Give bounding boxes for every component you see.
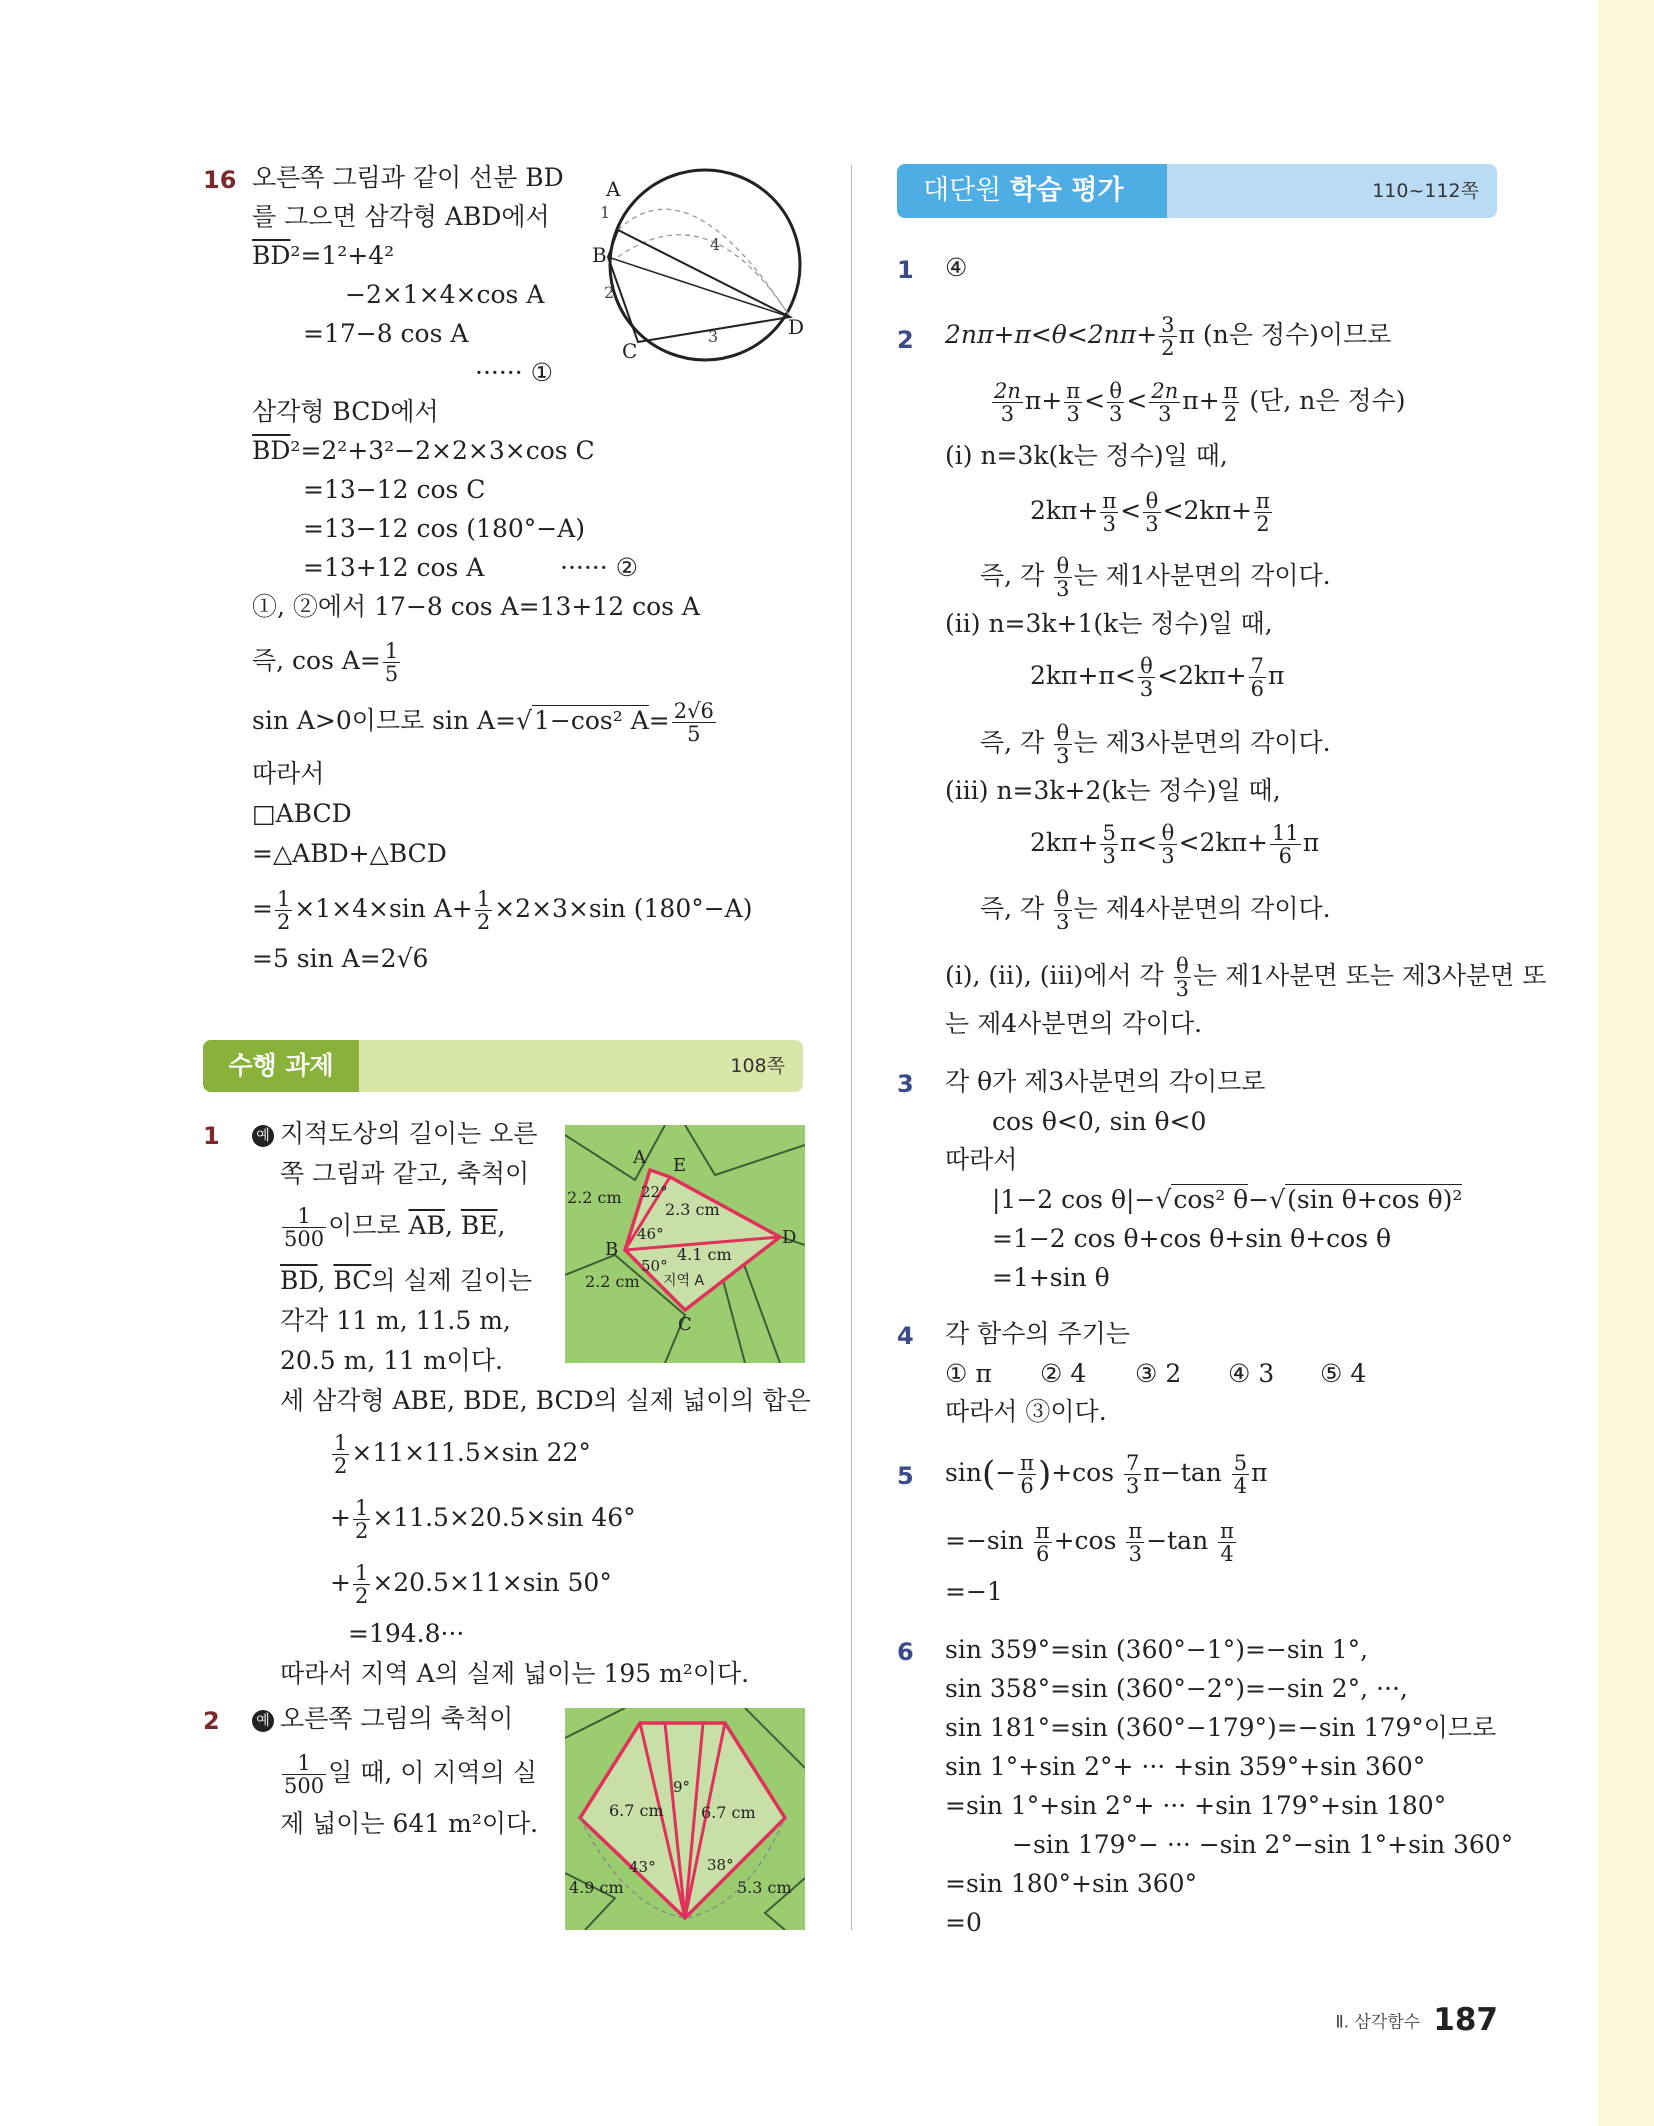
text-line: 세 삼각형 ABE, BDE, BCD의 실제 넓이의 합은 [280,1386,811,1415]
text-line: −sin 179°− ··· −sin 2°−sin 1°+sin 360° [1012,1830,1514,1859]
text-line: sin 358°=sin (360°−2°)=−sin 2°, ···, [945,1674,1408,1703]
text: +cos [1053,1526,1125,1556]
text-line: 20.5 m, 11 m이다. [280,1346,503,1375]
fraction [1107,380,1124,425]
angle-label: 50° [641,1257,668,1275]
denominator: 3 [1000,402,1015,427]
text-line: =194.8··· [348,1619,465,1648]
label-a: A [633,1147,646,1168]
diagonal-bd [608,257,790,317]
text-line [252,640,402,685]
text: + [330,1568,351,1598]
denominator: 2 [354,1519,369,1544]
angle-label: 22° [641,1183,668,1201]
text: 2kπ+ [1030,496,1099,526]
tag-part: 대단원 [923,175,1010,206]
problem-number: 1 [203,1122,220,1150]
numerator: 11 [1271,821,1299,845]
text-line [280,1267,532,1295]
text-line: =sin 180°+sin 360° [945,1869,1198,1898]
text-line: =13−12 cos (180°−A) [303,514,586,543]
label-c: C [622,339,638,363]
fraction [353,1562,370,1607]
text-line: sin 181°=sin (360°−179°)=−sin 179°이므로 [945,1713,1497,1742]
text-line [252,1120,537,1148]
text-line [1030,655,1284,700]
text: + [330,1503,351,1533]
numerator: π [1223,379,1238,403]
numerator: 2n [994,379,1021,403]
text-line: 따라서 [252,759,325,788]
text-line: 따라서 지역 A의 실제 넓이는 195 m²이다. [280,1659,750,1688]
denominator: 4 [1220,1542,1234,1567]
fraction [1222,380,1240,425]
text-line: =1+sin θ [992,1263,1110,1292]
denominator: 2 [276,910,291,935]
text-line: 따라서 ③이다. [945,1397,1107,1426]
length-label: 5.3 cm [737,1878,792,1897]
numerator: θ [1054,722,1071,745]
answer-number: 1 [897,256,914,284]
numerator: 7 [1250,654,1264,678]
numerator: 1 [334,1431,348,1455]
equation-tag: ······ ② [560,553,639,582]
fraction [1159,822,1176,867]
numerator: 5 [1102,821,1116,845]
text-line [252,1705,513,1733]
angle-label: 46° [637,1225,664,1243]
radicand: (sin θ+cos θ)² [1287,1185,1463,1214]
fraction [672,700,716,745]
text: 오른쪽 그림의 축척이 [280,1704,514,1733]
task-header-tag: 수행 과제 [203,1040,359,1092]
text: 일 때, 이 지역의 실 [328,1758,537,1788]
numerator: θ [1159,822,1176,845]
numerator: 1 [384,639,399,663]
length-label: 6.7 cm [701,1803,756,1822]
denominator: 2 [354,1584,369,1609]
side-ad [618,230,790,317]
length-label: 4.1 cm [677,1245,732,1264]
text: =−sin [945,1526,1032,1556]
fraction [1100,490,1118,535]
text-line: 각 θ가 제3사분면의 각이므로 [945,1067,1266,1096]
fraction [1034,1520,1052,1565]
text: ×2×3×sin (180°−A) [494,894,753,924]
text: π−tan [1143,1458,1230,1488]
fraction [1054,555,1071,600]
length-label: 1 [600,203,611,222]
fraction [353,1497,370,1542]
denominator: 2 [1223,402,1238,427]
text-line [980,888,1331,933]
denominator: 2 [334,1454,348,1479]
denominator: 3 [1158,402,1172,427]
text-line [1030,822,1319,867]
text-line: |1−2 cos θ|−√cos² θ−√(sin θ+cos θ)² [992,1185,1463,1214]
text-line [252,888,753,933]
label-d: D [782,1227,797,1248]
fraction [1149,380,1180,425]
task-header [203,1040,803,1092]
equation-tag: ······ ① [475,358,554,387]
text: 2kπ+π< [1030,661,1136,691]
numerator: 1 [282,1205,326,1228]
problem-number: 2 [203,1707,220,1735]
fraction [275,888,292,933]
answer-number: 3 [897,1070,914,1098]
text-line: ①, ②에서 17−8 cos A=13+12 cos A [252,592,700,621]
text-line: 는 제4사분면의 각이다. [945,1009,1203,1038]
fraction [1249,655,1266,700]
fraction [1159,314,1176,359]
denominator: 6 [1250,677,1264,702]
denominator: 2 [476,910,491,935]
denominator: 500 [284,1774,325,1799]
text: 2kπ+ [1030,828,1099,858]
text-line: sin(− $\frac{\pi}{6}$ )+cos $\frac{7}{3}$ π−tan $\frac{5}{4}$ π [945,1451,1268,1499]
numerator: π [1066,379,1081,403]
text-line: =1−2 cos θ+cos θ+sin θ+cos θ [992,1224,1392,1253]
text: 는 제4사분면의 각이다. [1073,894,1331,924]
text: 즉, 각 [980,728,1053,758]
denominator: 3 [1102,512,1117,537]
answer-number: 6 [897,1638,914,1666]
text-line: sin 1°+sin 2°+ ··· +sin 359°+sin 360° [945,1752,1426,1781]
text-line: =−1 [945,1577,1003,1606]
fraction [332,1432,349,1477]
fraction [282,1205,326,1250]
unit-review-page: 110~112쪽 [1372,180,1479,202]
text: < [1126,386,1148,416]
text-line: sin A>0이므로 sin A=√1−cos² A= $\frac{2√6}{5}$ [252,699,714,747]
fraction [1143,490,1160,535]
problem-number: 16 [203,166,237,194]
denominator: 3 [1175,977,1190,1002]
denominator: 3 [1102,844,1116,869]
fraction [475,888,492,933]
text-line [330,1562,612,1607]
answer-choice: ④ [945,253,968,282]
radicand: cos² θ [1173,1185,1249,1214]
text: <2kπ+ [1162,496,1252,526]
text: π+ [1182,386,1220,416]
length-label: 3 [708,327,719,346]
segment-bd: $\overline{BD}$ [280,1266,318,1295]
text-line: 따라서 [945,1145,1018,1174]
example-mark: 예 [252,1125,274,1147]
denominator: 3 [1056,577,1070,602]
numerator: 1 [276,887,291,911]
text: ×1×4×sin A+ [294,894,473,924]
denominator: 5 [687,722,701,747]
example-mark: 예 [252,1710,274,1732]
text-line [980,722,1331,767]
denominator: 2 [1161,336,1175,361]
fraction [1124,1452,1141,1497]
text: <2kπ+ [1178,828,1268,858]
numerator: 7 [1126,1451,1140,1475]
text-line [330,1432,591,1477]
page-footer [1335,2002,1498,2038]
text: −tan [1146,1526,1217,1556]
label-b: B [592,243,607,267]
text-line [945,1520,1238,1565]
text: 의 실제 길이는 [371,1266,533,1295]
fraction [1270,822,1301,867]
text-line [1030,490,1274,535]
text: 이므로 [328,1211,409,1241]
numerator: 1 [354,1561,369,1585]
numerator: θ [1174,955,1191,978]
fraction [1218,1520,1236,1565]
text: π< [1119,828,1158,858]
numerator: 1 [354,1496,369,1520]
numerator: 3 [1161,313,1175,337]
text-line: 쪽 그림과 같고, 축척이 [280,1159,530,1188]
numerator: θ [1054,888,1071,911]
text-line: sin 359°=sin (360°−1°)=−sin 1°, [945,1635,1369,1664]
label-a: A [606,177,621,201]
unit-review-header [897,164,1497,218]
denominator: 3 [1145,512,1159,537]
numerator: π [1255,489,1270,513]
fraction [1254,490,1272,535]
text: π (n은 정수)이므로 [1178,320,1392,350]
answer-number: 2 [897,326,914,354]
text: − [1248,1185,1270,1214]
angle-label: 9° [673,1778,691,1796]
text: < [1084,386,1106,416]
answer-number: 5 [897,1462,914,1490]
text: ²=2²+3²−2×2×3×cos C [290,436,595,465]
segment-be: $\overline{BE}$ [460,1211,498,1241]
text-line: 각 함수의 주기는 [945,1319,1130,1348]
text-line: 오른쪽 그림과 같이 선분 BD [252,163,564,192]
text: (단, n은 정수) [1241,386,1406,416]
text: ²=1²+4² [290,241,395,270]
text: 는 제3사분면의 각이다. [1073,728,1331,758]
numerator: π [1020,1451,1034,1475]
fraction [1138,655,1155,700]
label-d: D [788,315,805,339]
radicand: 1−cos² A [534,706,649,736]
text-line: =△ABD+△BCD [252,839,447,868]
text-line: □ABCD [252,799,352,828]
segment-bd: $\overline{BD}$ [252,436,291,465]
cadastral-map-figure-2 [565,1708,805,1930]
numerator: 2√6 [673,699,714,723]
tag-part: 학습 평가 [1009,175,1124,206]
denominator: 3 [1161,844,1175,869]
text-line: =sin 1°+sin 2°+ ··· +sin 179°+sin 180° [945,1791,1447,1820]
numerator: 1 [476,887,491,911]
denominator: 6 [1020,1474,1034,1499]
choice: ④ 3 [1228,1359,1275,1388]
numerator: 2n [1151,379,1179,403]
text: sin [945,1458,982,1488]
denominator: 5 [384,662,399,687]
unit-review-tag [897,164,1167,218]
fraction [1100,822,1117,867]
denominator: 3 [1128,1542,1142,1567]
text: |1−2 cos θ|− [992,1185,1156,1214]
numerator: π [1220,1519,1234,1543]
text: 지적도상의 길이는 오른 [280,1119,538,1148]
text-line: =17−8 cos A [303,319,469,348]
numerator: 1 [282,1752,326,1775]
text: π+ [1024,386,1063,416]
fraction [1126,1520,1144,1565]
text: = [252,894,273,924]
text-line [945,955,1546,1000]
fraction [992,380,1023,425]
label-e: E [673,1155,687,1176]
fraction [383,640,400,685]
fraction [1054,722,1071,767]
denominator: 3 [1066,402,1080,427]
text-line [330,1497,636,1542]
text: ×11×11.5×sin 22° [351,1438,591,1468]
segment-bd: $\overline{BD}$ [252,241,291,270]
text-line [280,1752,537,1797]
numerator: π [1035,1519,1050,1543]
text: 즉, 각 [980,561,1053,591]
text: (ⅰ), (ⅱ), (ⅲ)에서 각 [945,961,1172,991]
length-label: 4.9 cm [569,1878,624,1897]
case-heading: (ⅲ) n=3k+2(k는 정수)일 때, [945,776,1281,805]
text-line: =0 [945,1908,982,1937]
fraction [282,1752,326,1797]
length-label: 2.3 cm [665,1200,720,1219]
text: π [1302,828,1320,858]
arc-guide [618,209,790,317]
numerator: π [1102,489,1117,513]
text-line [990,380,1405,425]
text: 는 제1사분면 또는 제3사분면 또 [1193,961,1547,991]
label-b: B [605,1239,619,1260]
text-line: cos θ<0, sin θ<0 [992,1107,1207,1136]
section-title: Ⅱ. 삼각함수 [1335,2012,1421,2033]
text: sin A>0이므로 sin A= [252,706,517,736]
denominator: 4 [1233,1474,1248,1499]
text-line: −2×1×4×cos A [345,280,545,309]
fraction [1232,1452,1249,1497]
region-label: 지역 A [663,1273,705,1289]
fraction [1018,1452,1036,1497]
text-line: 삼각형 BCD에서 [252,397,439,426]
cadastral-map-figure-1 [565,1125,805,1363]
text: < [1120,496,1142,526]
text-line: =5 sin A=2√6 [252,944,429,973]
text-line [252,437,595,465]
length-label: 2 [604,283,615,302]
text: 는 제1사분면의 각이다. [1073,561,1331,591]
choice: ⑤ 4 [1320,1359,1367,1388]
denominator: 3 [1109,402,1123,427]
numerator: θ [1138,655,1155,678]
denominator: 2 [1256,512,1270,537]
text: π [1251,1458,1268,1488]
text: 즉, cos A= [252,646,381,676]
text: 2nπ+π<θ<2nπ+ [945,320,1158,350]
text-line: =13−12 cos C [303,475,486,504]
angle-label: 38° [707,1856,734,1874]
denominator: 3 [1056,910,1070,935]
denominator: 3 [1056,744,1070,769]
case-heading: (ⅱ) n=3k+1(k는 정수)일 때, [945,609,1273,638]
task-header-page: 108쪽 [730,1055,785,1077]
page-number: 187 [1433,2002,1498,2038]
side-strip [1598,0,1654,2126]
answer-number: 4 [897,1322,914,1350]
denominator: 3 [1126,1474,1140,1499]
text: π [1267,661,1285,691]
text-line [252,242,394,270]
column-divider [851,165,852,1930]
angle-label: 43° [629,1858,656,1876]
text: = [648,706,670,736]
text: , [497,1211,506,1241]
text-line [980,555,1331,600]
denominator: 6 [1036,1542,1050,1567]
denominator: 6 [1278,844,1293,869]
text-line [945,314,1391,359]
text: ×11.5×20.5×sin 46° [372,1503,636,1533]
numerator: θ [1143,490,1160,513]
text: +cos [1051,1458,1123,1488]
text: <2kπ+ [1157,661,1247,691]
text: ×20.5×11×sin 50° [372,1568,612,1598]
length-label: 6.7 cm [609,1801,664,1820]
numerator: θ [1054,555,1071,578]
fraction [1054,888,1071,933]
denominator: 500 [284,1227,325,1252]
text: 즉, 각 [980,894,1053,924]
fraction [1064,380,1082,425]
choice: ② 4 [1040,1359,1087,1388]
text-line: =13+12 cos A [303,553,485,582]
circle-quadrilateral-figure [590,162,810,372]
denominator: 3 [1139,677,1154,702]
text: , [317,1266,334,1295]
segment-ab: $\overline{AB}$ [408,1211,445,1241]
text-line: 각각 11 m, 11.5 m, [280,1306,511,1335]
length-label: 2.2 cm [585,1272,640,1291]
choice: ③ 2 [1135,1359,1182,1388]
numerator: π [1128,1519,1143,1543]
length-label: 4 [710,235,721,254]
text-line: 제 넓이는 641 m²이다. [280,1809,539,1838]
text: , [444,1211,461,1241]
numerator: 5 [1233,1451,1248,1475]
text-line [280,1205,505,1250]
segment-bc: $\overline{BC}$ [333,1266,372,1295]
fraction [1174,955,1191,1000]
text-line: 를 그으면 삼각형 ABD에서 [252,202,550,231]
label-c: C [678,1314,692,1335]
numerator: θ [1107,380,1124,403]
case-heading: (ⅰ) n=3k(k는 정수)일 때, [945,441,1228,470]
length-label: 2.2 cm [567,1188,622,1207]
choice: ① π [945,1359,992,1388]
